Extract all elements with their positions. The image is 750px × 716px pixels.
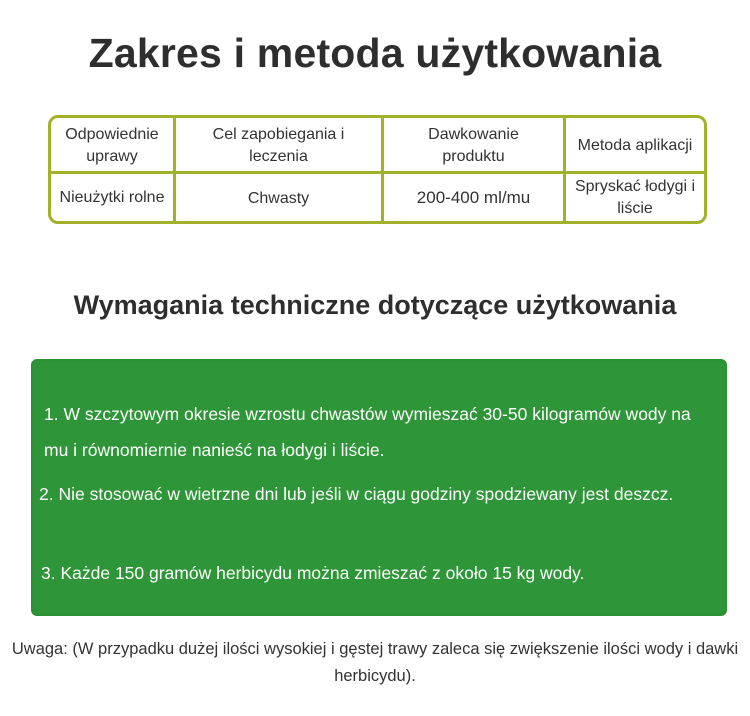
table-header-crops-text: Odpowiednie uprawy	[65, 125, 159, 165]
usage-note: Uwaga: (W przypadku dużej ilości wysokiej i gęstej trawy zaleca się zwiększenie ilości wody i dawki herbicydu).	[11, 640, 739, 685]
requirement-item-1: 1. W szczytowym okresie wzrostu chwastów wymieszać 30-50 kilogramów wody na mu i równomiernie nanieść na łodygi i liście.	[44, 404, 691, 460]
table-header-method-text: Metoda aplikacji	[577, 136, 693, 154]
requirement-item-3: 3. Każde 150 gramów herbicydu można zmieszać z około 15 kg wody.	[41, 563, 585, 583]
requirements-title: Wymagania techniczne dotyczące użytkowania	[73, 290, 677, 320]
table-cell-method	[566, 174, 704, 221]
table-header-target-text: Cel zapobiegania i leczenia	[212, 125, 345, 165]
usage-table	[48, 115, 707, 224]
table-header-crops	[51, 118, 176, 174]
table-cell-dosage-text: 200-400 ml/mu	[416, 187, 531, 207]
table-cell-dosage	[384, 174, 566, 221]
table-cell-crops	[51, 174, 176, 221]
table-cell-method-text: Spryskać łodygi i liście	[574, 177, 696, 217]
table-header-dosage-text: Dawkowanie produktu	[428, 125, 519, 165]
table-cell-target	[176, 174, 384, 221]
table-header-dosage	[384, 118, 566, 174]
table-cell-crops-text: Nieużytki rolne	[59, 188, 165, 206]
requirement-item-2: 2. Nie stosować w wietrzne dni lub jeśli w ciągu godziny spodziewany jest deszcz.	[39, 484, 674, 504]
table-cell-target-text: Chwasty	[247, 190, 310, 207]
page-title: Zakres i metoda użytkowania	[88, 30, 662, 76]
table-header-target	[176, 118, 384, 174]
table-header-method	[566, 118, 704, 174]
